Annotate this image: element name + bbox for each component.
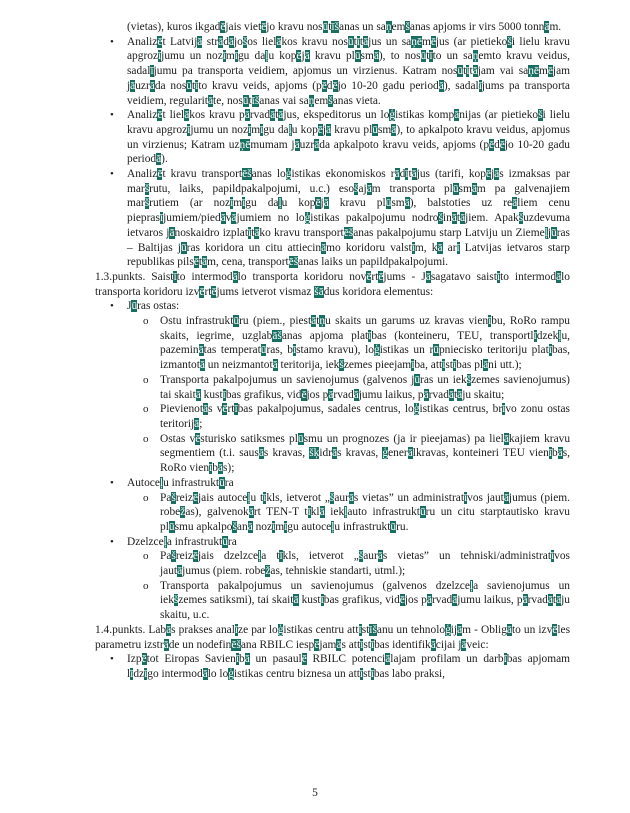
sub-list-item [143, 373, 570, 402]
circle-bullet-icon: o [143, 491, 149, 504]
list-item-text: Analizēt Latvijā strādājošos lielākos kravu nosūtītājus un saņēmējus (ar pietiekoši lielu kravu apgrozījumu un nozīmīgu daļu kopējā kravu plūsmā), to nosūtīto un saņemto kravu veidus, sadalījumu pa transporta veidiem, apjomus un virzienus. Katram nosūtītājam vai saņēmējam jāuzrāda nosūtīto kravu veids, apjoms (pēdējo 10-20 gadu periodā), sadalījums pa transporta veidiem, regularitāte, nosūtīšanas vai saņemšanas vieta. [127, 35, 571, 107]
list-item [110, 167, 570, 270]
list-item-text: Autoceļu infrastruktūra [127, 476, 234, 489]
circle-bullet-icon: o [143, 550, 149, 563]
circle-bullet-icon: o [143, 432, 149, 445]
list-item-text: Ostas vēsturisko satiksmes plūsmu un prognozes (ja ir pieejamas) pa lielākajiem kravu segmentiem (t.i. sausās kravas, šķidrās kravas, ģenerālkravas, konteineri TEU vienībās, RoRo vienībās); [160, 432, 571, 475]
bullet-icon: • [110, 300, 114, 313]
list-item [110, 535, 570, 550]
list-item [110, 299, 570, 314]
body-text: 1.4.punkts. Labās prakses analīze par loģistikas centru attīstīšanu un tehnoloģijām - Obligāto un izvēles parametru izstrāde un nodefinēšana RBILC iespējamās attīstības identifikācijai jāveic: [95, 623, 571, 651]
bullet-icon: • [110, 476, 114, 489]
page-number: 5 [312, 787, 318, 800]
list-item-text: Transporta pakalpojumus un savienojumus (galvenos dzelzceļa savienojumus un iekšzemes satiksmi), tai skaitā kustības grafikus, vidējos pārvadājumu laikus, pārvadātāju skaitu, u.c. [160, 579, 571, 622]
bullet-icon: • [110, 35, 114, 48]
sub-list-item [143, 579, 571, 623]
sub-list-item [143, 402, 570, 431]
list-item-text: Transporta pakalpojumus un savienojumus (galvenos jūras un iekšzemes savienojumus) tai skaitā kustības grafikus, vidējos pārvadājumu laikus, pārvadātāju skaitu; [160, 373, 570, 401]
list-item-text: Pašreizējais dzelzceļa tīkls, ietverot „šaurās vietas” un tehniski/administratīvos jautājumus (piem. robežas, tehniskie standarti, utml.); [160, 550, 570, 578]
list-item-text: Izpētot Eiropas Savienībā un pasaulē RBILC potenciālajam profilam un darbības apjomam līdzīgo intermodālo loģistikas centru biznesa un attīstības labo praksi, [127, 653, 571, 680]
list-item-text: Dzelzceļa infrastruktūra [127, 535, 237, 548]
bullet-icon: • [110, 109, 114, 122]
list-item [110, 35, 571, 109]
list-item-text: Ostu infrastruktūru (piem., piestātņu skaits un garums uz kravas vienību, RoRo rampu skaits, iegrime, uzglabāšanas apjoma platības (konteineru, TEU, transportlīdzekļu, pazeminātas temperatūras, bīstamo kravu), loģistikas un rūpniecisko teritoriju platības, izmantotā un neizmantotā teritorija, iekšzemes pieejamība, attīstības plāni utt.); [160, 315, 570, 372]
sub-list-item [143, 314, 570, 373]
circle-bullet-icon: o [143, 373, 149, 386]
list-item [110, 476, 570, 491]
circle-bullet-icon: o [143, 403, 149, 416]
bullet-icon: • [110, 168, 114, 181]
section-paragraph-1-4 [95, 623, 570, 652]
continuation-text [127, 20, 570, 35]
body-text: (vietas), kuros ikgadējais vietējo kravu nosūtīšanas un saņemšanas apjoms ir virs 5000 tonnām. [127, 21, 562, 33]
list-item [110, 108, 570, 167]
sub-list-item [143, 549, 570, 578]
circle-bullet-icon: o [143, 315, 149, 328]
list-item-text: Pašreizējais autoceļu tīkls, ietverot „šaurās vietas” un administratīvos jautājumus (piem. robežas), galvenokārt TEN-T tīklā iekļauto infrastruktūru un citu starptautisko kravu plūsmu apkalpošanā nozīmīgu autoceļu infrastruktūru. [160, 491, 570, 533]
circle-bullet-icon: o [143, 579, 149, 592]
list-item-text: Pievienotās vērtības pakalpojumus, sadales centrus, loģistikas centrus, brīvo zonu ostas teritorijā; [160, 403, 570, 430]
sub-list-item [143, 491, 570, 535]
section-paragraph-1-3 [95, 270, 570, 299]
list-item-text: Jūras ostas: [127, 300, 180, 313]
bullet-icon: • [110, 653, 114, 666]
list-item [110, 652, 571, 681]
list-item-text: Analizēt lielākos kravu pārvadātājus, ekspeditorus un loģistikas kompānijas (ar pietiekoši lielu kravu apgrozījumu un nozīmīgu daļu kopējā kravu plūsmā), to apkalpoto kravu veidus, apjomus un virzienus; Katram uzņēmumam jāuzrāda apkalpoto kravu veids, apjoms (pēdējo 10-20 gadu periodā). [127, 109, 570, 166]
bullet-icon: • [110, 535, 114, 548]
body-text: 1.3.punkts. Saistīto intermodālo transporta koridoru novērtējums - Jāsagatavo saistīto intermodālo transporta koridoru izvērtējums ietverot vismaz šādus koridora elementus: [95, 270, 570, 298]
sub-list-item [143, 432, 571, 476]
list-item-text: Analizēt kravu transportēšanas loģistikas ekonomiskos rādītājus (tarifi, kopējās izmaksas par maršrutu, laiks, papildpakalpojumi, u.c.) esošajām transporta plūsmām pa galvenajiem maršrutiem (ar nozīmīgu daļu kopējā kravu plūsmā), balstoties uz reāliem cenu pieprasījumiem/piedāvājumiem no loģistikas pakalpojumu nodrošinātājiem. Apakšuzdevuma ietvaros jānoskaidro izplatītāko kravu transportēšanas pakalpojumu starp Latviju un Ziemeļjūras – Baltijas jūras koridora un citu attiecināmo koridoru valstīm, kā arī Latvijas ietvaros starp republikas pilsētām, cena, transportēšanas laiks un papildpakalpojumi. [127, 168, 570, 269]
